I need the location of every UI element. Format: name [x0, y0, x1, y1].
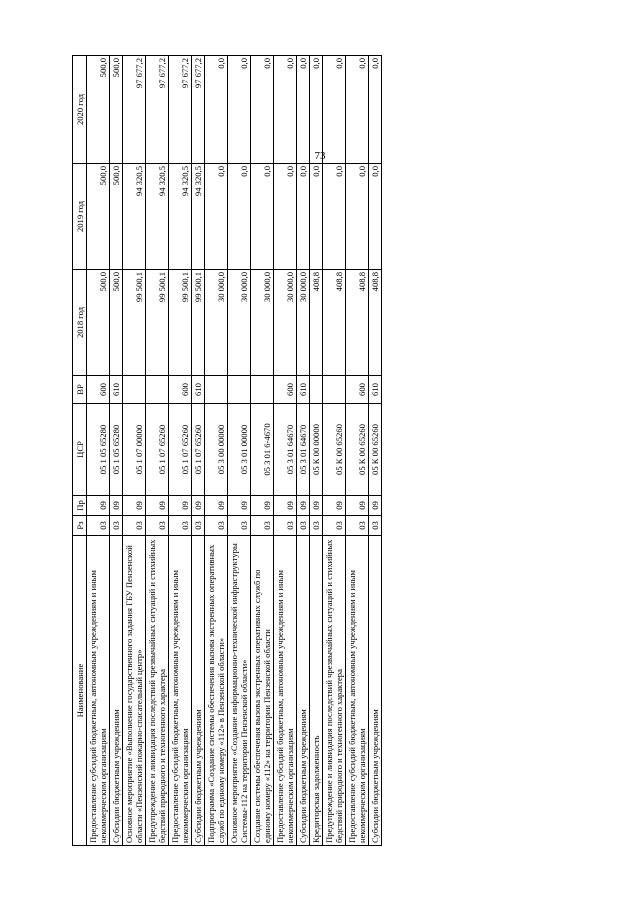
row-2019: 0,0: [205, 164, 228, 270]
row-2019: 0,0: [228, 164, 251, 270]
row-name: Предупреждение и ликвидация последствий чрезвычайных ситуаций и стихийных бедствий природного и техногенного характера: [323, 536, 346, 846]
table-row: [205, 56, 228, 846]
row-2020: 97 677,2: [192, 56, 205, 164]
row-vr: [228, 376, 251, 404]
row-pr: 09: [297, 496, 310, 516]
row-csr: 05 1 05 65280: [87, 404, 110, 496]
row-2019: 94 320,5: [123, 164, 146, 270]
row-pr: 09: [110, 496, 123, 516]
row-rz: 03: [205, 516, 228, 536]
row-2019: 94 320,5: [169, 164, 192, 270]
row-csr: 05 К 00 65260: [323, 404, 346, 496]
row-2020: 97 677,2: [146, 56, 169, 164]
row-2020: 97 677,2: [169, 56, 192, 164]
header-pr: Пр: [73, 496, 87, 516]
row-csr: 05 1 07 65260: [146, 404, 169, 496]
row-2019: 0,0: [369, 164, 382, 270]
row-2018: 30 000,0: [297, 270, 310, 376]
row-name: Подпрограмма «Создание системы обеспечения вызова экстренных оперативных служб по единому номеру «112» в Пензенской области»: [205, 536, 228, 846]
row-rz: 03: [87, 516, 110, 536]
row-2020: 0,0: [228, 56, 251, 164]
row-csr: 05 3 01 64670: [297, 404, 310, 496]
row-2020: 0,0: [251, 56, 274, 164]
row-name: Субсидии бюджетным учреждениям: [369, 536, 382, 846]
row-csr: 05 К 00 65260: [369, 404, 382, 496]
header-name: Наименование: [73, 536, 87, 846]
row-2019: 0,0: [297, 164, 310, 270]
row-name: Субсидии бюджетным учреждениям: [297, 536, 310, 846]
row-2018: 99 500,1: [123, 270, 146, 376]
row-pr: 09: [274, 496, 297, 516]
row-csr: 05 1 07 65260: [169, 404, 192, 496]
row-2020: 500,0: [87, 56, 110, 164]
row-pr: 09: [192, 496, 205, 516]
row-2018: 408,8: [310, 270, 323, 376]
row-name: Предоставление субсидий бюджетным, автономным учреждениям и иным некоммерческим организациям: [87, 536, 110, 846]
table-row: [123, 56, 146, 846]
row-vr: [146, 376, 169, 404]
table-row: [310, 56, 323, 846]
row-csr: 05 3 00 00000: [205, 404, 228, 496]
table-row: [228, 56, 251, 846]
row-name: Основное мероприятие «Выполнение государственного задания ГБУ Пензенской области «Пензенский пожарно-спасательный центр»: [123, 536, 146, 846]
row-name: Предоставление субсидий бюджетным, автономным учреждениям и иным некоммерческим организациям: [274, 536, 297, 846]
row-rz: 03: [123, 516, 146, 536]
row-2019: 500,0: [87, 164, 110, 270]
row-rz: 03: [146, 516, 169, 536]
header-vr: ВР: [73, 376, 87, 404]
row-2019: 94 320,5: [146, 164, 169, 270]
row-2020: 0,0: [346, 56, 369, 164]
row-pr: 09: [369, 496, 382, 516]
table-row: [369, 56, 382, 846]
row-pr: 09: [87, 496, 110, 516]
row-rz: 03: [169, 516, 192, 536]
row-pr: 09: [323, 496, 346, 516]
header-2018: 2018 год: [73, 270, 87, 376]
row-2018: 99 500,1: [169, 270, 192, 376]
row-2018: 30 000,0: [205, 270, 228, 376]
row-pr: 09: [169, 496, 192, 516]
row-csr: 05 1 05 65280: [110, 404, 123, 496]
row-rz: 03: [110, 516, 123, 536]
row-name: Основное мероприятие «Создание информационно-технической инфраструктуры Системы-112 на территории Пензенской области»: [228, 536, 251, 846]
budget-table-rotated: [72, 56, 568, 846]
row-vr: [323, 376, 346, 404]
row-rz: 03: [192, 516, 205, 536]
row-csr: 05 3 01 6-4670: [251, 404, 274, 496]
row-2019: 0,0: [310, 164, 323, 270]
row-2018: 99 500,1: [146, 270, 169, 376]
row-pr: 09: [146, 496, 169, 516]
row-csr: 05 3 01 00000: [228, 404, 251, 496]
row-csr: 05 К 00 00000: [310, 404, 323, 496]
row-pr: 09: [205, 496, 228, 516]
row-rz: 03: [297, 516, 310, 536]
row-vr: [205, 376, 228, 404]
row-2020: 97 677,2: [123, 56, 146, 164]
row-2018: 408,8: [369, 270, 382, 376]
row-vr: 610: [110, 376, 123, 404]
row-rz: 03: [251, 516, 274, 536]
row-vr: [251, 376, 274, 404]
row-2018: 30 000,0: [274, 270, 297, 376]
row-csr: 05 1 07 00000: [123, 404, 146, 496]
table-row: [297, 56, 310, 846]
row-2018: 30 000,0: [251, 270, 274, 376]
table-row: [323, 56, 346, 846]
row-vr: 600: [346, 376, 369, 404]
table-row: [169, 56, 192, 846]
row-csr: 05 1 07 65260: [192, 404, 205, 496]
header-csr: ЦСР: [73, 404, 87, 496]
row-pr: 09: [251, 496, 274, 516]
row-2018: 408,8: [323, 270, 346, 376]
row-pr: 09: [346, 496, 369, 516]
row-vr: 600: [274, 376, 297, 404]
row-name: Кредиторская задолженность: [310, 536, 323, 846]
row-vr: 600: [169, 376, 192, 404]
row-vr: [123, 376, 146, 404]
row-rz: 03: [228, 516, 251, 536]
row-2018: 500,0: [87, 270, 110, 376]
row-2018: 408,8: [346, 270, 369, 376]
budget-table: [72, 55, 382, 846]
row-name: Предоставление субсидий бюджетным, автономным учреждениям и иным некоммерческим организациям: [346, 536, 369, 846]
row-vr: 610: [369, 376, 382, 404]
row-name: Предупреждение и ликвидация последствий чрезвычайных ситуаций и стихийных бедствий природного и техногенного характера: [146, 536, 169, 846]
row-rz: 03: [274, 516, 297, 536]
row-2020: 0,0: [297, 56, 310, 164]
row-csr: 05 3 01 64670: [274, 404, 297, 496]
row-name: Субсидии бюджетным учреждениям: [110, 536, 123, 846]
table-row: [346, 56, 369, 846]
row-rz: 03: [310, 516, 323, 536]
row-pr: 09: [123, 496, 146, 516]
row-name: Субсидии бюджетным учреждениям: [192, 536, 205, 846]
row-2020: 500,0: [110, 56, 123, 164]
header-2019: 2019 год: [73, 164, 87, 270]
table-row: [146, 56, 169, 846]
table-header-row: [73, 56, 87, 846]
table-row: [251, 56, 274, 846]
row-vr: 610: [297, 376, 310, 404]
row-csr: 05 К 00 65260: [346, 404, 369, 496]
row-pr: 09: [310, 496, 323, 516]
table-row: [87, 56, 110, 846]
row-rz: 03: [346, 516, 369, 536]
row-2020: 0,0: [274, 56, 297, 164]
row-2019: 0,0: [274, 164, 297, 270]
table-body: [87, 56, 382, 846]
row-2018: 99 500,1: [192, 270, 205, 376]
table-row: [274, 56, 297, 846]
row-name: Предоставление субсидий бюджетным, автономным учреждениям и иным некоммерческим организациям: [169, 536, 192, 846]
row-2020: 0,0: [205, 56, 228, 164]
row-2020: 0,0: [323, 56, 346, 164]
row-2018: 500,0: [110, 270, 123, 376]
row-pr: 09: [228, 496, 251, 516]
row-rz: 03: [369, 516, 382, 536]
row-2018: 30 000,0: [228, 270, 251, 376]
row-2019: 0,0: [346, 164, 369, 270]
row-vr: 610: [192, 376, 205, 404]
row-rz: 03: [323, 516, 346, 536]
row-2019: 0,0: [323, 164, 346, 270]
table-row: [110, 56, 123, 846]
header-rz: Рз: [73, 516, 87, 536]
row-2020: 0,0: [369, 56, 382, 164]
page-number: 73: [314, 150, 326, 162]
row-vr: [310, 376, 323, 404]
row-name: Создание системы обеспечения вызова экстренных оперативных служб по единому номеру «112» на территории Пензенской области: [251, 536, 274, 846]
row-2019: 500,0: [110, 164, 123, 270]
row-vr: 600: [87, 376, 110, 404]
row-2020: 0,0: [310, 56, 323, 164]
header-2020: 2020 год: [73, 56, 87, 164]
table-row: [192, 56, 205, 846]
row-2019: 94 320,5: [192, 164, 205, 270]
row-2019: 0,0: [251, 164, 274, 270]
